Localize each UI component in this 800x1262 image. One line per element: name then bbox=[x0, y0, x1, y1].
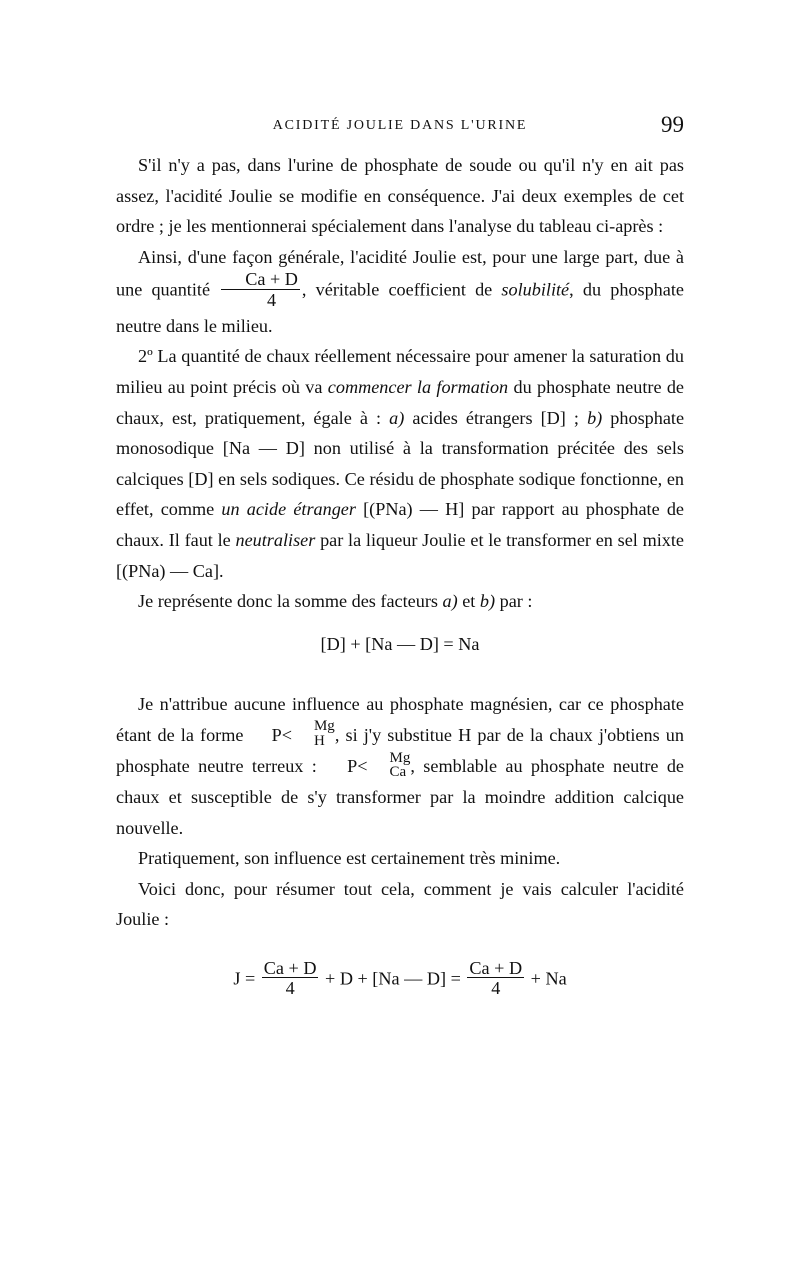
paragraph-1: S'il n'y a pas, dans l'urine de phosphate de soude ou qu'il n'y en ait pas assez, l'acidité Joulie se modifie en conséquence. J'ai deux exemples de cet ordre ; je les mentionnerai spécialement dans l'analyse du tableau ci-après : bbox=[116, 155, 684, 237]
equation-lhs: J = bbox=[233, 968, 256, 989]
paragraph-6: Pratiquement, son influence est certainement très minime. bbox=[138, 848, 561, 869]
formula-stack bbox=[292, 719, 335, 748]
page-body bbox=[116, 150, 684, 999]
paragraph-5 bbox=[116, 689, 684, 843]
equation-acidite-joulie bbox=[116, 958, 684, 999]
paragraph-3 bbox=[116, 341, 684, 586]
paragraph-4-text-2: et bbox=[462, 591, 476, 612]
formula-p: P< bbox=[271, 724, 292, 745]
paragraph-7: Voici donc, pour résumer tout cela, comment je vais calculer l'acidité Joulie : bbox=[116, 878, 684, 930]
fraction-denominator: 4 bbox=[285, 978, 295, 999]
equation-middle: + D + [Na — D] = bbox=[325, 968, 461, 989]
paragraph-2-text-before: Ainsi, d'une façon générale, l'acidité Joulie est, pour une large part, due à une quantité bbox=[116, 246, 684, 300]
formula-top: Mg bbox=[389, 749, 411, 766]
paragraph-3-text-2: du phosphate neutre de chaux, est, pratiquement, égale à : bbox=[116, 376, 685, 428]
fraction-numerator: Ca + D bbox=[263, 958, 317, 979]
fraction-denominator: 4 bbox=[267, 289, 277, 310]
fraction-ca-d-over-4 bbox=[221, 270, 300, 308]
fraction-denominator: 4 bbox=[491, 978, 501, 999]
paragraph-3-text-1: 2º La quantité de chaux réellement nécessaire pour amener la saturation du milieu au point précis où va bbox=[116, 346, 684, 397]
emphasis-commencer-la-formation: commencer la formation bbox=[327, 376, 509, 397]
emphasis-neutraliser: neutraliser bbox=[235, 529, 316, 550]
paragraph-5-text-1: Je n'attribue aucune influence au phosphate magnésien, car ce phosphate étant de la forme bbox=[116, 694, 684, 745]
formula-stack bbox=[368, 751, 411, 780]
paragraph-2-text-after: , du phosphate neutre dans le milieu. bbox=[116, 279, 684, 336]
paragraph-3-text-4: phosphate monosodique [Na — D] non utilisé à la transformation précitée des sels calciques [D] en sels sodiques. Ce résidu de phosphate sodique fonctionne, en effet, comme bbox=[116, 407, 685, 520]
paragraph-5-text-2: , si j'y substitue H par de la chaux j'obtiens un phosphate neutre terreux : bbox=[116, 724, 684, 776]
paragraph-3-text-6: par la liqueur Joulie et le transformer en sel mixte [(PNa) — Ca]. bbox=[116, 529, 684, 581]
fraction-ca-d-over-4 bbox=[467, 959, 524, 997]
item-marker-a: a) bbox=[389, 407, 405, 428]
item-marker-a: a) bbox=[442, 591, 458, 612]
item-marker-b: b) bbox=[479, 591, 496, 612]
paragraph-4 bbox=[116, 586, 684, 617]
paragraph-2 bbox=[116, 242, 684, 342]
paragraph-3-text-5: [(PNa) — H] par rapport au phosphate de chaux. Il faut le bbox=[116, 499, 684, 550]
equation-rhs: + Na bbox=[530, 968, 567, 989]
paragraph-5-text-3: , semblable au phosphate neutre de chaux et susceptible de s'y transformer par la moindre addition calcique nouvelle. bbox=[116, 755, 684, 838]
formula-p: P< bbox=[347, 755, 368, 776]
page-header bbox=[116, 112, 684, 142]
paragraph-4-text-1: Je représente donc la somme des facteurs bbox=[138, 591, 438, 612]
page-number: 99 bbox=[661, 112, 684, 137]
equation-sum-factors: [D] + [Na — D] = Na bbox=[320, 633, 480, 654]
fraction-ca-d-over-4 bbox=[262, 959, 319, 997]
paragraph-2-text-middle: , véritable coefficient de bbox=[301, 279, 493, 300]
formula-bottom: H bbox=[313, 732, 325, 749]
formula-top: Mg bbox=[313, 718, 335, 735]
fraction-numerator: Ca + D bbox=[469, 958, 523, 979]
formula-p-mg-h bbox=[250, 720, 335, 751]
emphasis-un-acide-etranger: un acide étranger bbox=[221, 499, 356, 520]
running-title: ACIDITÉ JOULIE DANS L'URINE bbox=[272, 118, 528, 133]
emphasis-solubilite: solubilité bbox=[501, 279, 570, 300]
item-marker-b: b) bbox=[587, 407, 603, 428]
formula-bottom: Ca bbox=[389, 763, 407, 780]
paragraph-3-text-3: acides étrangers [D] ; bbox=[412, 407, 579, 428]
formula-p-mg-ca bbox=[325, 751, 410, 782]
paragraph-4-text-3: par : bbox=[499, 591, 533, 612]
fraction-numerator: Ca + D bbox=[221, 270, 300, 289]
